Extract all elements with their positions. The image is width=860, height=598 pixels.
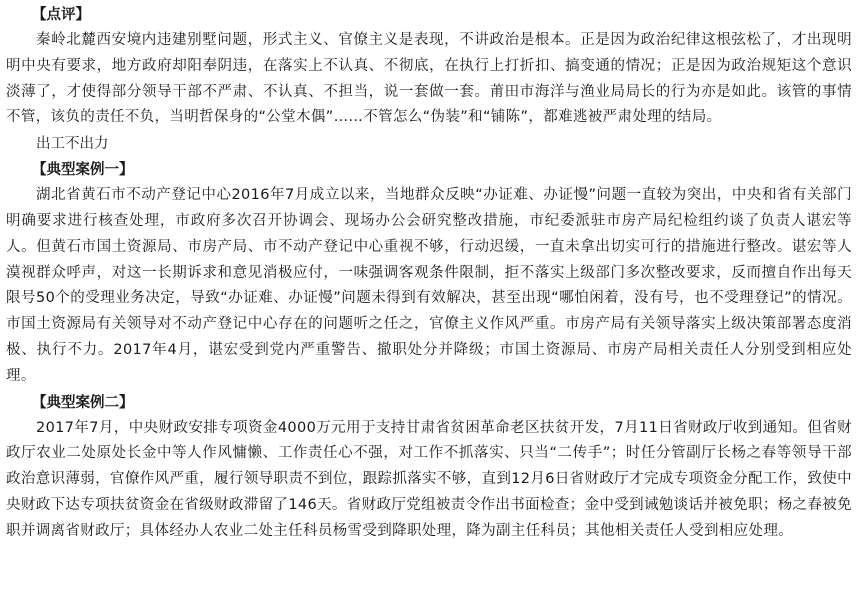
case2-heading: 【典型案例二】 — [32, 394, 134, 411]
case1-heading: 【典型案例一】 — [32, 162, 134, 179]
comment-paragraph: 秦岭北麓西安境内违建别墅问题，形式主义、官僚主义是表现，不讲政治是根本。正是因为政治纪律这根弦松了，才出现明明中央有要求，地方政府却阳奉阴违，在落实上不认真、不彻底，在执行上打折扣、搞变通的情况；正是因为政治规矩这个意识淡薄了，才使得部分领导干部不严肃、不认真、不担当，说一套做一套。莆田市海洋与渔业局局长的行为亦是如此。该管的事情不管，该负的责任不负，当明哲保身的“公堂木偶”……不管怎么“伪装”和“铺陈”，都难逃被严肃处理的结局。 — [6, 32, 852, 126]
case2-paragraph: 2017年7月，中央财政安排专项资金4000万元用于支持甘肃省贫困革命老区扶贫开发，7月11日省财政厅收到通知。但省财政厅农业二处原处长金中等人作风慵懒、工作责任心不强，对工作不抓落实、只当“二传手”；时任分管副厅长杨之春等领导干部政治意识薄弱，官僚作风严重，履行领导职责不到位，跟踪抓落实不够，直到12月6日省财政厅才完成专项资金分配工作，致使中央财政下达专项扶贫资金在省级财政滞留了146天。省财政厅党组被责令作出书面检查；金中受到诫勉谈话并被免职；杨之春被免职并调离省财政厅；具体经办人农业二处主任科员杨雪受到降职处理，降为副主任科员；其他相关责任人受到相应处理。 — [6, 419, 852, 539]
section-subheading: 出工不出力 — [36, 136, 109, 153]
case1-paragraph: 湖北省黄石市不动产登记中心2016年7月成立以来，当地群众反映“办证难、办证慢”问题一直较为突出，中央和省有关部门明确要求进行核查处理，市政府多次召开协调会、现场办公会研究整改措施，市纪委派驻市房产局纪检组约谈了负责人谌宏等人。但黄石市国土资源局、市房产局、市不动产登记中心重视不够，行动迟缓，一直未拿出切实可行的措施进行整改。谌宏等人漠视群众呼声，对这一长期诉求和意见消极应付，一味强调客观条件限制，拒不落实上级部门多次整改要求，反而擅自作出每天限号50个的受理业务决定，导致“办证难、办证慢”问题未得到有效解决，甚至出现“哪怕闲着，没有号，也不受理登记”的情况。市国土资源局有关领导对不动产登记中心存在的问题听之任之，官僚主义作风严重。市房产局有关领导落实上级决策部署态度消极、执行不力。2017年4月，谌宏受到党内严重警告、撤职处分并降级；市国土资源局、市房产局相关责任人分别受到相应处理。 — [6, 187, 852, 384]
comment-heading: 【点评】 — [32, 7, 90, 23]
